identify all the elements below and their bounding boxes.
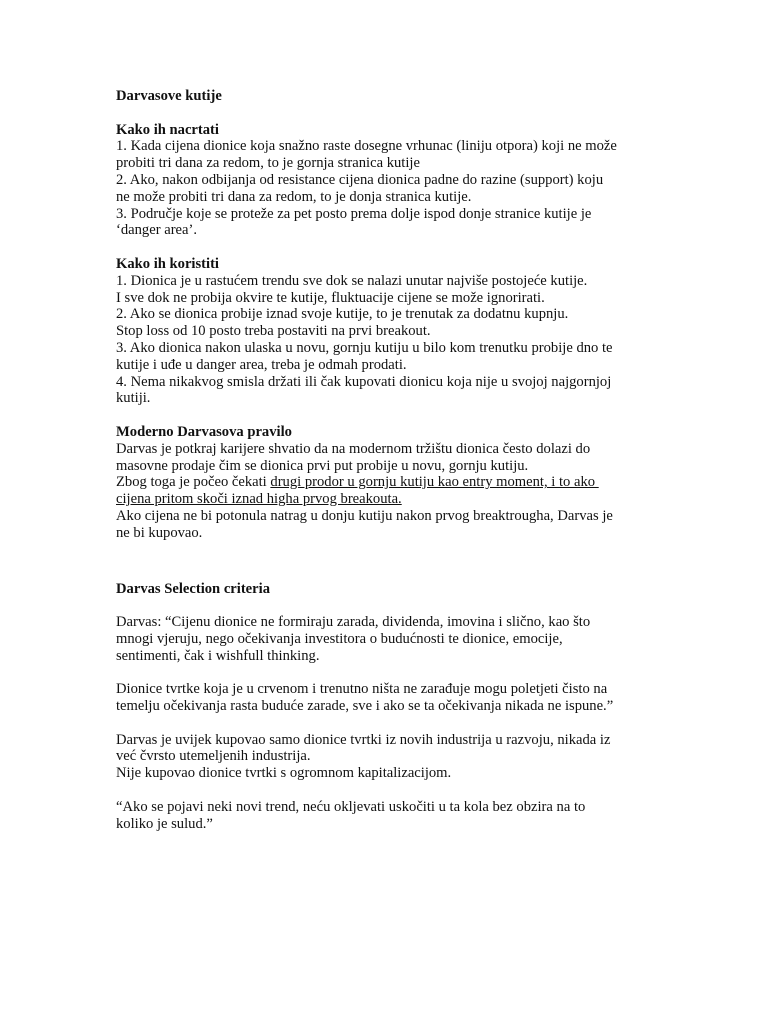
spacer xyxy=(116,407,656,424)
paragraph-line: “Ako se pojavi neki novi trend, neću okljevati uskočiti u ta kola bez obzira na to xyxy=(116,798,586,815)
paragraph-line: mnogi vjeruju, nego očekivanja investitora o budućnosti te dionice, emocije, xyxy=(116,630,563,647)
underlined-text: cijena pritom skoči iznad higha prvog breakouta. xyxy=(116,491,402,508)
document-title: Darvasove kutije xyxy=(116,88,222,104)
paragraph-line: Darvas: “Cijenu dionice ne formiraju zarada, dividenda, imovina i slično, kao što xyxy=(116,614,591,631)
paragraph-line: 3. Ako dionica nakon ulaska u novu, gornju kutiju u bilo kom trenutku probije dno te xyxy=(116,339,613,356)
paragraph-line: 4. Nema nikakvog smisla držati ili čak kupovati dionicu koja nije u svojoj najgornjoj xyxy=(116,373,612,390)
paragraph-line: Dionice tvrtke koja je u crvenom i trenutno ništa ne zarađuje mogu poletjeti čisto na xyxy=(116,681,608,698)
section-heading-selection-criteria: Darvas Selection criteria xyxy=(116,580,270,597)
underlined-text: drugi prodor u gornju kutiju kao entry moment, i to ako xyxy=(270,474,599,491)
paragraph-line: Darvas je uvijek kupovao samo dionice tvrtki iz novih industrija u razvoju, nikada iz xyxy=(116,731,611,748)
paragraph-line: 3. Područje koje se proteže za pet posto prema dolje ispod donje stranice kutije je xyxy=(116,205,592,222)
paragraph-line: Nije kupovao dionice tvrtki s ogromnom kapitalizacijom. xyxy=(116,765,452,782)
paragraph-line: 1. Kada cijena dionice koja snažno raste dosegne vrhunac (liniju otpora) koji ne može xyxy=(116,138,617,155)
spacer xyxy=(116,239,656,256)
paragraph-line xyxy=(116,491,656,508)
section-heading-kako-ih-nacrtati: Kako ih nacrtati xyxy=(116,121,219,138)
paragraph-line: I sve dok ne probija okvire te kutije, fluktuacije cijene se može ignorirati. xyxy=(116,289,545,306)
paragraph-line: ne bi kupovao. xyxy=(116,524,203,541)
paragraph-line: kutije i uđe u danger area, treba je odmah prodati. xyxy=(116,356,407,373)
paragraph-line: kutiji. xyxy=(116,390,151,407)
paragraph-line: Stop loss od 10 posto treba postaviti na prvi breakout. xyxy=(116,323,431,340)
paragraph-line: sentimenti, čak i wishfull thinking. xyxy=(116,647,320,664)
paragraph-line: 2. Ako se dionica probije iznad svoje kutije, to je trenutak za dodatnu kupnju. xyxy=(116,306,569,323)
spacer xyxy=(116,542,656,581)
paragraph-line: 2. Ako, nakon odbijanja od resistance cijena dionica padne do razine (support) koju xyxy=(116,171,604,188)
paragraph-line: već čvrsto utemeljenih industrija. xyxy=(116,748,311,765)
paragraph-line: 1. Dionica je u rastućem trendu sve dok se nalazi unutar najviše postojeće kutije. xyxy=(116,272,588,289)
paragraph-line: koliko je sulud.” xyxy=(116,815,213,832)
paragraph-line: ‘danger area’. xyxy=(116,222,198,239)
paragraph-line: temelju očekivanja rasta buduće zarade, sve i ako se ta očekivanja nikada ne ispune.” xyxy=(116,698,614,715)
paragraph-line: Ako cijena ne bi potonula natrag u donju kutiju nakon prvog breaktrougha, Darvas je xyxy=(116,507,613,524)
spacer xyxy=(116,105,656,122)
paragraph-line: probiti tri dana za redom, to je gornja stranica kutije xyxy=(116,155,420,172)
text-plain: Zbog toga je počeo čekati xyxy=(116,474,271,491)
paragraph-line: Darvas je potkraj karijere shvatio da na modernom tržištu dionica često dolazi do xyxy=(116,440,591,457)
document-body xyxy=(116,88,656,832)
section-heading-kako-ih-koristiti: Kako ih koristiti xyxy=(116,255,219,272)
spacer xyxy=(116,597,656,614)
paragraph-line: ne može probiti tri dana za redom, to je donja stranica kutije. xyxy=(116,188,472,205)
spacer xyxy=(116,665,656,682)
paragraph-line xyxy=(116,474,656,491)
spacer xyxy=(116,782,656,799)
section-heading-moderno-pravilo: Moderno Darvasova pravilo xyxy=(116,423,292,440)
spacer xyxy=(116,715,656,732)
paragraph-line: masovne prodaje čim se dionica prvi put probije u novu, gornju kutiju. xyxy=(116,457,529,474)
